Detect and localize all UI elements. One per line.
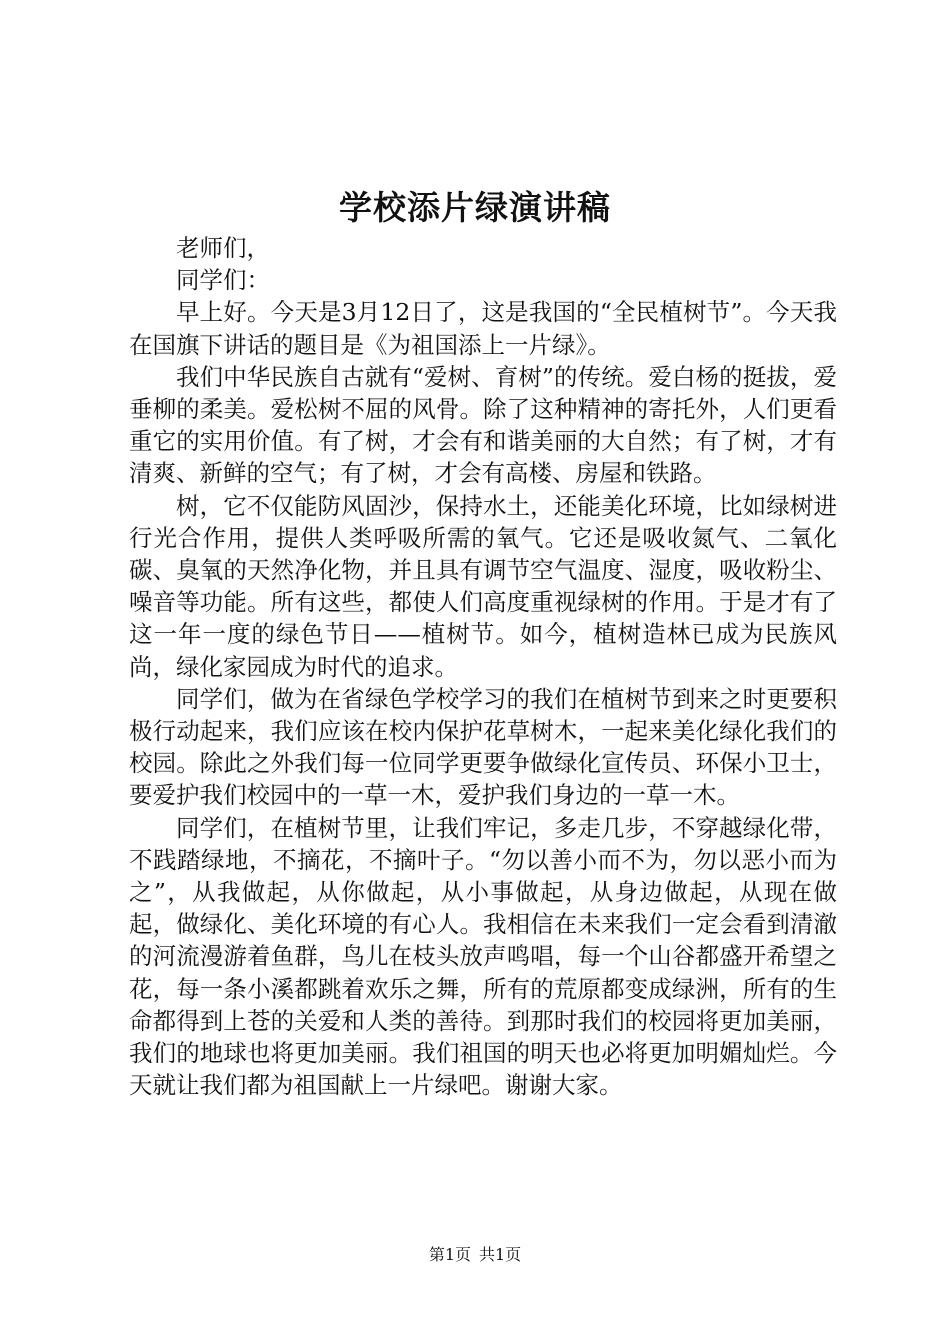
page-number: 第1页 [428,1245,471,1264]
paragraph-4: 同学们，做为在省绿色学校学习的我们在植树节到来之时更要积极行动起来，我们应该在校内保护花草树木，一起来美化绿化我们的校园。除此之外我们每一位同学更要争做绿化宣传员、环保小卫士，要爱护我们校园中的一草一木，爱护我们身边的一草一木。 [129,684,837,810]
paragraph-1: 早上好。今天是3月12日了，这是我国的“全民植树节”。今天我在国旗下讲话的题目是《为祖国添上一片绿》。 [129,298,837,359]
paragraph-3: 树，它不仅能防风固沙，保持水土，还能美化环境，比如绿树进行光合作用，提供人类呼吸所需的氧气。它还是吸收氮气、二氧化碳、臭氧的天然净化物，并且具有调节空气温度、湿度，吸收粉尘、噪音等功能。所有这些，都使人们高度重视绿树的作用。于是才有了这一年一度的绿色节日——植树节。如今，植树造林已成为民族风尚，绿化家园成为时代的追求。 [129,491,837,681]
document-body [129,232,837,1101]
document-title: 学校添片绿演讲稿 [339,188,611,227]
paragraph-2: 我们中华民族自古就有“爱树、育树”的传统。爱白杨的挺拔，爱垂柳的柔美。爱松树不屈的风骨。除了这种精神的寄托外，人们更看重它的实用价值。有了树，才会有和谐美丽的大自然；有了树，才有清爽、新鲜的空气；有了树，才会有高楼、房屋和铁路。 [129,362,837,488]
greeting-teachers: 老师们， [176,234,270,262]
paragraph-5: 同学们，在植树节里，让我们牢记，多走几步，不穿越绿化带，不践踏绿地，不摘花，不摘叶子。“勿以善小而不为，勿以恶小而为之”，从我做起，从你做起，从小事做起，从身边做起，从现在做起，做绿化、美化环境的有心人。我相信在未来我们一定会看到清澈的河流漫游着鱼群，鸟儿在枝头放声鸣唱，每一个山谷都盛开希望之花，每一条小溪都跳着欢乐之舞，所有的荒原都变成绿洲，所有的生命都得到上苍的关爱和人类的善待。到那时我们的校园将更加美丽，我们的地球也将更加美丽。我们祖国的明天也必将更加明媚灿烂。今天就让我们都为祖国献上一片绿吧。谢谢大家。 [129,813,837,1100]
page-total: 共1页 [479,1245,522,1264]
greeting-students: 同学们： [176,266,270,295]
page-footer [0,1243,950,1267]
